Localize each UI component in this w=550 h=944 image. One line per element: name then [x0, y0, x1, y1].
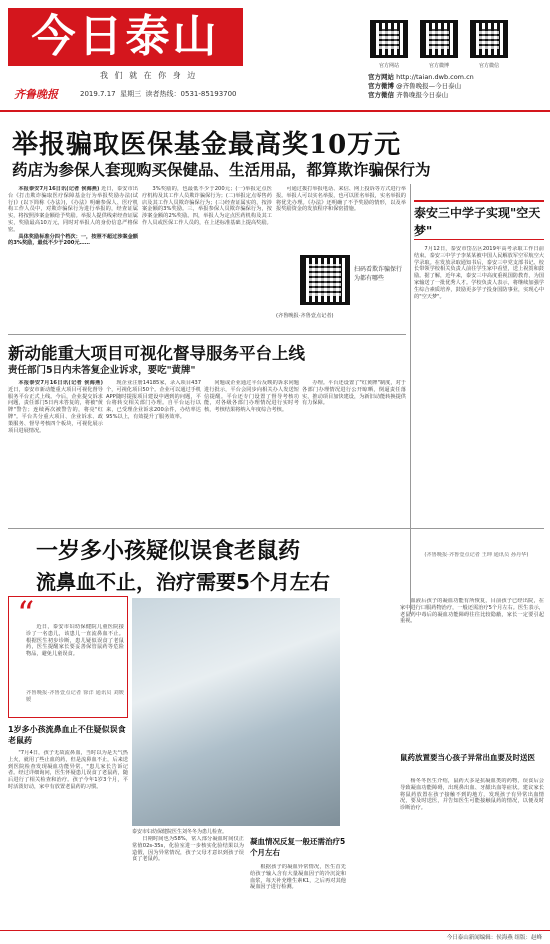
- second-col-3: 问题或企业通过平台反映的诉求问题进行批示，平台会同步向相关办人发送短信提醒。平台还专门设置了督导考核功能，对各级各部门办理情况进行实时考核，考核结果将纳入年度综合考核。: [204, 380, 299, 414]
- side-headline: 泰安三中学子实现"空天梦": [414, 206, 541, 238]
- section-divider-1: [8, 334, 406, 335]
- third-sub-3: 鼠药放置要当心孩子异常出血要及时送医: [400, 753, 535, 762]
- third-sub-1: 1岁多小孩流鼻血止不住疑似误食老鼠药: [8, 725, 126, 745]
- page-footer: 今日泰山新闻编辑：侯海燕 组版：赵峰: [446, 935, 542, 941]
- masthead-slogan: 我 们 就 在 你 身 边: [100, 71, 198, 80]
- photo-caption: 泰安市妇幼保健院医生刘冬冬为患儿检查。: [132, 829, 228, 835]
- third-right-body: 血液后孩子的凝血功能有所恢复，目前孩子已经出院，在家中进行口服药物治疗，一般还需治疗5个月左右。医生表示，老鼠药中毒后的凝血功能障碍往往比较隐蔽，家长一定要引起重视。: [400, 598, 544, 625]
- column-divider: [410, 184, 411, 614]
- quote-text: 近日，泰安市妇幼保健院儿童医院接诊了一名患儿，该患儿一直流鼻血不止。根据医生初步诊断，患儿疑似误食了老鼠药，医生提醒家长要妥善保管鼠药等危险物品，避免儿童误食。: [26, 624, 124, 658]
- reader-hotline: 读者热线：0531-85193700: [145, 90, 237, 98]
- third-sub-3-body: 杨冬冬医生介绍，鼠药大多是抗凝血类的药物，误食后会导致凝血功能障碍，出现鼻出血、牙龈出血等症状。建议家长将鼠药放置在孩子接触不到的地方，发现孩子有异常出血情况，要及时送医，并告知医生可能接触鼠药的情况，以便及时诊断治疗。: [400, 778, 544, 812]
- weibo-value: @齐鲁晚报—今日泰山: [396, 82, 462, 90]
- weibo-label: 官方微博: [368, 82, 394, 90]
- site-value[interactable]: http://taian.dwb.com.cn: [396, 73, 474, 81]
- quote-mark-icon: “: [17, 594, 35, 634]
- site-label: 官方网站: [368, 73, 394, 81]
- story-photo: [132, 598, 340, 826]
- masthead-logo: 今日泰山: [8, 8, 243, 66]
- side-footer: (齐鲁晚报·齐鲁壹点记者 王坤 通讯员 孙丹华): [424, 552, 529, 558]
- qr-label-weibo: 官方微博: [428, 63, 449, 69]
- second-subhead: 责任部门5日内未答复企业诉求，要吃"黄牌": [8, 365, 196, 376]
- lead-headline: 举报骗取医保基金最高奖10万元: [12, 130, 402, 160]
- masthead-divider: [0, 110, 550, 112]
- lead-footer: (齐鲁晚报·齐鲁壹点记者): [276, 313, 334, 319]
- lead-col-1: 本报泰安7月16日讯(记者 侯海燕) 近日，泰安市出台《打击欺诈骗取医疗保障基金行为举报奖励办法(试行)》(以下简称《办法》)，《办法》明确参保人、医疗机构工作人员中，对欺诈骗保行为进行举报的，经查证属实，将按照涉案金额给予奖励。举报人提供线索经查证属实，奖励最高10万元，同时对举报人的身份信息严格保密。 具体奖励标准分四个档次：一，按照不超过涉案金额的3%奖励，最低不少于200元……: [8, 186, 138, 247]
- lead-col-2: 3%奖励的，也最低不少于200元；(一)举报定点医疗机构及其工作人员欺诈骗保行为；(二)举报定点零售药店及其工作人员欺诈骗保行为；(三)经查证属实的，按涉案金额的3%奖励。三，举报参保人员欺诈骗保行为，按涉案金额的2%奖励。四，举报人为定点医药机构及其工作人员或医保工作人员的，在上述标准基础上提高奖励。: [142, 186, 272, 226]
- wechat-value: 齐鲁晚报今日泰山: [396, 91, 449, 99]
- third-sub-2-body: 根据孩子的凝血异常情况，医生首先给孩子输入含有大量凝血因子的冷沉淀和血浆，每天补充维生素K1，之后再对其他凝血因子进行检测。: [250, 864, 346, 891]
- brand-logo: 齐鲁晚报: [14, 88, 58, 101]
- footer-divider: [0, 930, 550, 931]
- lead-subhead: 药店为参保人套现购买保健品、生活用品，都算欺诈骗保行为: [12, 161, 431, 179]
- second-headline: 新动能重大项目可视化督导服务平台上线: [8, 344, 305, 363]
- qr-code-website: [370, 20, 408, 58]
- lead-qr-caption: 扫码看欺诈骗保行为都有哪些: [354, 266, 403, 282]
- official-accounts: [368, 73, 474, 100]
- lead-byline: 本报泰安7月16日讯(记者 侯海燕): [18, 186, 100, 192]
- side-headline-box: [414, 200, 544, 240]
- lead-qr-code: [300, 255, 350, 305]
- qr-label-wechat: 官方微信: [478, 63, 499, 69]
- third-headline-1: 一岁多小孩疑似误食老鼠药: [36, 538, 301, 564]
- section-divider-2: [8, 528, 544, 529]
- issue-info: [80, 89, 237, 99]
- issue-date: 2019.7.17: [80, 90, 116, 98]
- third-headline-2: 流鼻血不止，治疗需要5个月左右: [36, 570, 330, 594]
- side-body: 7月12日，泰安市岱岳区2019年高考录取工作日前结束。泰安三中学子李某某被中国人民解放军空军航空大学录取。在发放录取通知书后，泰安三中党支部书记、校长带领学校相关负责人前往学生家中看望，送上祝贺和鼓励。据了解，近年来，泰安三中高度重视国防教育，为国家输送了一批优秀人才。学校负责人表示，将继续加强学生综合素质培养，鼓励更多学子投身国防事业，实现心中的"空天梦"。: [414, 246, 544, 300]
- issue-weekday: 星期三: [120, 90, 142, 98]
- quote-footer: 齐鲁晚报·齐鲁壹点记者 徐洋 通讯员 刘媛媛: [26, 690, 124, 703]
- wechat-label: 官方微信: [368, 91, 394, 99]
- qr-label-website: 官方网站: [378, 63, 399, 69]
- second-col-2: 现企业注册14185家，录入项目437个，可视化项目50个。企业可以通过手机APP随时提报项目建设中遇到的问题，平台将转交相关部门办理。自平台运行以来，已受理企业诉求200余件，办结率达95%以上，有效提升了服务效率。: [106, 380, 201, 420]
- third-sub-1-body: "7月4日，孩子无故流鼻血，当时以为是天气热上火，就用了些止血的药，但是流鼻血不止，后来送到医院检查发现凝血功能异常。"患儿家长告诉记者。经过详细询问，医生怀疑患儿误食了老鼠药，随后进行了相关检查和治疗。孩子今年1岁3个月，平时活泼好动，家中有放置老鼠药的习惯。: [8, 750, 128, 790]
- third-col-mid: 日期时间也为58%，常人部分凝血时间仅正常值02s-35s，化验室进一步核实化验结果以为造假，因为异常情况，孩子父母才意识到孩子误食了老鼠药。: [132, 836, 244, 863]
- lead-col-3: 可通过拨打举报电话、来信、网上投诉等方式进行举报。举报人可以实名举报，也可以匿名举报，实名举报的将优先办理。《办法》还明确了不予奖励的情形，以及举报奖励资金的发放程序和保密措施。: [276, 186, 406, 213]
- third-sub-2: 凝血情况反复一般还需治疗5个月左右: [250, 837, 346, 857]
- second-col-1: 本报泰安7月16日讯(记者 侯海燕) 近日，泰安市新动能重大项目可视化督导服务平台正式上线。今后，企业提交诉求问题，责任部门5日内未答复的，将被"黄牌"警告；连续两次被警告的，将亮"红牌"。平台共分重大项目、企业诉求、政策服务、督导考核四个板块，可视化展示项目进展情况。: [8, 380, 103, 434]
- second-col-4: 办理。平台还设置了"红黄牌"制度，对于各部门办理情况进行公开晾晒，倒逼责任落实，推动项目加快建设，为新旧动能转换提供有力保障。: [302, 380, 406, 407]
- qr-code-wechat: [470, 20, 508, 58]
- qr-code-weibo: [420, 20, 458, 58]
